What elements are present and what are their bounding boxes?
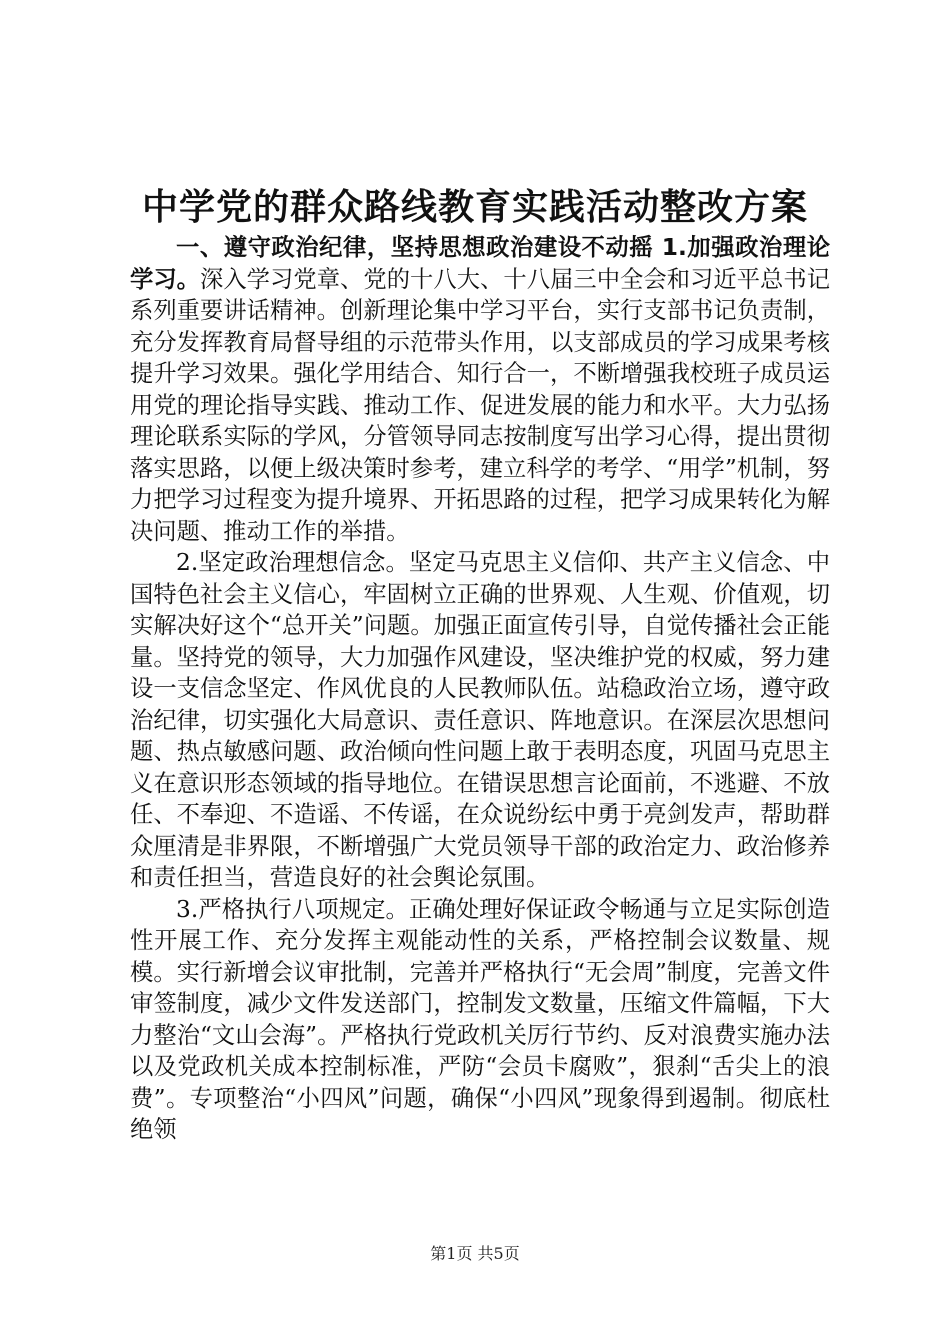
- document-title: 中学党的群众路线教育实践活动整改方案: [141, 187, 808, 228]
- section-heading: 一、遵守政治纪律，坚持思想政治建设不动摇 1.加强政治理论学习。: [130, 234, 830, 293]
- page-footer: 第1页 共5页: [430, 1244, 520, 1263]
- paragraph-1-text: 深入学习党章、党的十八大、十八届三中全会和习近平总书记系列重要讲话精神。创新理论集中学习平台，实行支部书记负责制，充分发挥教育局督导组的示范带头作用，以支部成员的学习成果考核提升学习效果。强化学用结合、知行合一，不断增强我校班子成员运用党的理论指导实践、推动工作、促进发展的能力和水平。大力弘扬理论联系实际的学风，分管领导同志按制度写出学习心得，提出贯彻落实思路，以便上级决策时参考，建立科学的考学、“用学”机制，努力把学习过程变为提升境界、开拓思路的过程，把学习成果转化为解决问题、推动工作的举措。: [130, 265, 831, 545]
- paragraph-3-text: 3.严格执行八项规定。正确处理好保证政令畅通与立足实际创造性开展工作、充分发挥主观能动性的关系，严格控制会议数量、规模。实行新增会议审批制，完善并严格执行“无会周”制度，完善文件审签制度，减少文件发送部门，控制发文数量，压缩文件篇幅，下大力整治“文山会海”。严格执行党政机关厉行节约、反对浪费实施办法以及党政机关成本控制标准，严防“会员卡腐败”，狠刹“舌尖上的浪费”。专项整治“小四风”问题，确保“小四风”现象得到遏制。彻底杜绝领: [130, 895, 830, 1143]
- paragraph-1: [130, 232, 830, 547]
- document-body: [130, 232, 830, 1146]
- paragraph-2: [130, 547, 830, 894]
- paragraph-2-text: 2.坚定政治理想信念。坚定马克思主义信仰、共产主义信念、中国特色社会主义信心，牢固树立正确的世界观、人生观、价值观，切实解决好这个“总开关”问题。加强正面宣传引导，自觉传播社会正能量。坚持党的领导，大力加强作风建设，坚决维护党的权威，努力建设一支信念坚定、作风优良的人民教师队伍。站稳政治立场，遵守政治纪律，切实强化大局意识、责任意识、阵地意识。在深层次思想问题、热点敏感问题、政治倾向性问题上敢于表明态度，巩固马克思主义在意识形态领域的指导地位。在错误思想言论面前，不逃避、不放任、不奉迎、不造谣、不传谣，在众说纷纭中勇于亮剑发声，帮助群众厘清是非界限，不断增强广大党员领导干部的政治定力、政治修养和责任担当，营造良好的社会舆论氛围。: [130, 549, 830, 891]
- paragraph-3: [130, 894, 830, 1146]
